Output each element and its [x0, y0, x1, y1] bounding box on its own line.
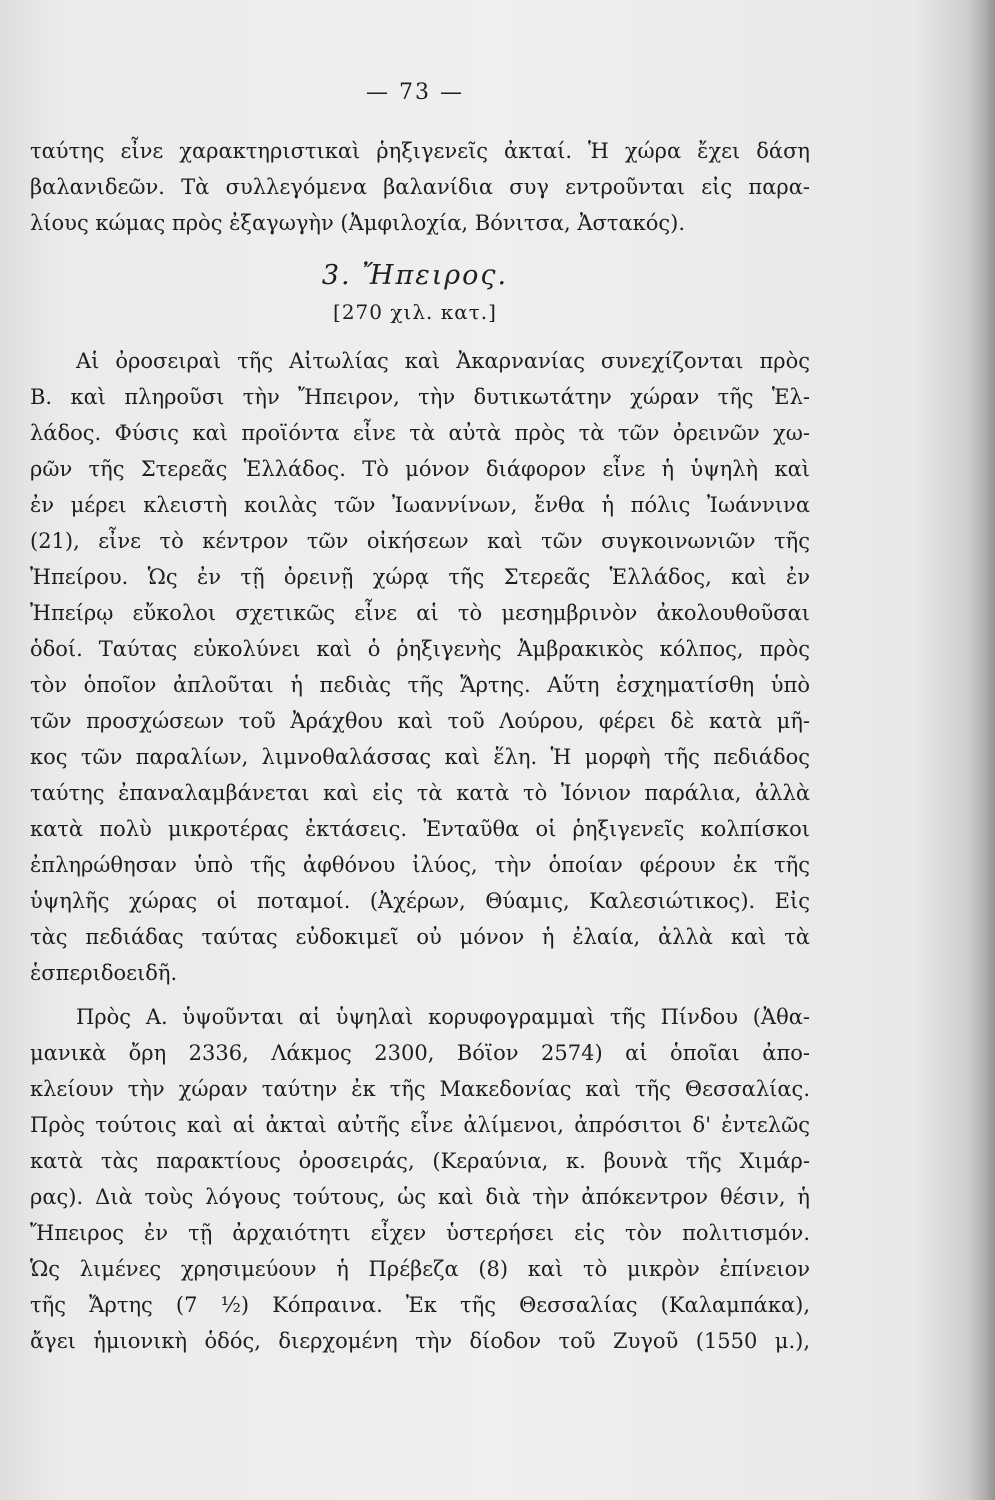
paragraph-line: κλείουν τὴν χώραν ταύτην ἐκ τῆς Μακεδονίας καὶ τῆς Θεσσαλίας.: [30, 1077, 810, 1101]
paragraph-line: (21), εἶνε τὸ κέντρον τῶν οἰκήσεων καὶ τῶν συγκοινωνιῶν τῆς: [30, 529, 810, 553]
paragraph-line: Πρὸς τούτοις καὶ αἱ ἀκταὶ αὐτῆς εἶνε ἀλίμενοι, ἀπρόσιτοι δ' ἐντελῶς: [30, 1113, 810, 1137]
paragraph-line: λάδος. Φύσις καὶ προϊόντα εἶνε τὰ αὐτὰ πρὸς τὰ τῶν ὀρεινῶν χω-: [30, 421, 810, 445]
paragraph-line: τὸν ὁποῖον ἀπλοῦται ἡ πεδιὰς τῆς Ἄρτης. Αὕτη ἐσχηματίσθη ὑπὸ: [30, 673, 810, 697]
paragraph-line: Ἠπείρου. Ὡς ἐν τῇ ὀρεινῇ χώρᾳ τῆς Στερεᾶς Ἑλλάδος, καὶ ἐν: [30, 565, 810, 589]
paragraph-line: ταύτης ἐπαναλαμβάνεται καὶ εἰς τὰ κατὰ τὸ Ἰόνιον παράλια, ἀλλὰ: [30, 781, 810, 805]
section-subtitle: [270 χιλ. κατ.]: [333, 300, 497, 324]
paragraph-line: Ἤπειρος ἐν τῇ ἀρχαιότητι εἶχεν ὑστερήσει εἰς τὸν πολιτισμόν.: [30, 1221, 810, 1245]
paragraph-line: ρῶν τῆς Στερεᾶς Ἑλλάδος. Τὸ μόνον διάφορον εἶνε ἡ ὑψηλὴ καὶ: [30, 457, 810, 481]
paragraph-line: μανικὰ ὄρη 2336, Λάκμος 2300, Βόϊον 2574) αἱ ὁποῖαι ἀπο-: [30, 1041, 810, 1065]
paragraph-line: Πρὸς Α. ὑψοῦνται αἱ ὑψηλαὶ κορυφογραμμαὶ τῆς Πίνδου (Ἀθα-: [76, 1005, 810, 1029]
page-number: — 73 —: [366, 80, 464, 105]
section-title: 3. Ἤπειρος.: [321, 260, 509, 291]
paragraph-line: Ὡς λιμένες χρησιμεύουν ἡ Πρέβεζα (8) καὶ τὸ μικρὸν ἐπίνειον: [30, 1257, 810, 1281]
paragraph-line: κατὰ τὰς παρακτίους ὀροσειράς, (Κεραύνια, κ. βουνὰ τῆς Χιμάρ-: [30, 1149, 810, 1173]
paragraph-line: κατὰ πολὺ μικροτέρας ἐκτάσεις. Ἐνταῦθα οἱ ῥηξιγενεῖς κολπίσκοι: [30, 817, 810, 841]
paragraph-line: ἐν μέρει κλειστὴ κοιλὰς τῶν Ἰωαννίνων, ἔνθα ἡ πόλις Ἰωάννινα: [30, 493, 810, 517]
paragraph-line: ἐπληρώθησαν ὑπὸ τῆς ἀφθόνου ἰλύος, τὴν ὁποίαν φέρουν ἐκ τῆς: [30, 853, 810, 877]
paragraph-line: ἑσπεριδοειδῆ.: [30, 961, 178, 985]
paragraph-line: τῆς Ἄρτης (7 ½) Κόπραινα. Ἐκ τῆς Θεσσαλίας (Καλαμπάκα),: [30, 1293, 810, 1317]
intro-line: βαλανιδεῶν. Τὰ συλλεγόμενα βαλανίδια συγ εντροῦνται εἰς παρα-: [30, 175, 810, 199]
paragraph-line: ρας). Διὰ τοὺς λόγους τούτους, ὡς καὶ διὰ τὴν ἀπόκεντρον θέσιν, ἡ: [30, 1185, 810, 1209]
intro-line: λίους κώμας πρὸς ἐξαγωγὴν (Ἀμφιλοχία, Βόνιτσα, Ἀστακός).: [30, 211, 686, 235]
paragraph-line: Ἠπείρῳ εὔκολοι σχετικῶς εἶνε αἱ τὸ μεσημβρινὸν ἀκολουθοῦσαι: [30, 601, 810, 625]
paragraph-line: τῶν προσχώσεων τοῦ Ἀράχθου καὶ τοῦ Λούρου, φέρει δὲ κατὰ μῆ-: [30, 709, 810, 733]
intro-line: ταύτης εἶνε χαρακτηριστικαὶ ῥηξιγενεῖς ἀκταί. Ἡ χώρα ἔχει δάση: [30, 139, 810, 163]
paragraph-line: κος τῶν παραλίων, λιμνοθαλάσσας καὶ ἕλη. Ἡ μορφὴ τῆς πεδιάδος: [30, 745, 810, 769]
paragraph-line: Αἱ ὀροσειραὶ τῆς Αἰτωλίας καὶ Ἀκαρνανίας συνεχίζονται πρὸς: [76, 349, 810, 373]
paragraph-line: ὑψηλῆς χώρας οἱ ποταμοί. (Ἀχέρων, Θύαμις, Καλεσιώτικος). Εἰς: [30, 889, 810, 913]
paragraph-line: ἄγει ἡμιονικὴ ὁδός, διερχομένη τὴν δίοδον τοῦ Ζυγοῦ (1550 μ.),: [30, 1329, 810, 1353]
paragraph-line: ὁδοί. Ταύτας εὐκολύνει καὶ ὁ ῥηξιγενὴς Ἀμβρακικὸς κόλπος, πρὸς: [30, 637, 810, 661]
paragraph-line: Β. καὶ πληροῦσι τὴν Ἤπειρον, τὴν δυτικωτάτην χώραν τῆς Ἑλ-: [30, 385, 810, 409]
paragraph-line: τὰς πεδιάδας ταύτας εὐδοκιμεῖ οὐ μόνον ἡ ἐλαία, ἀλλὰ καὶ τὰ: [30, 925, 810, 949]
